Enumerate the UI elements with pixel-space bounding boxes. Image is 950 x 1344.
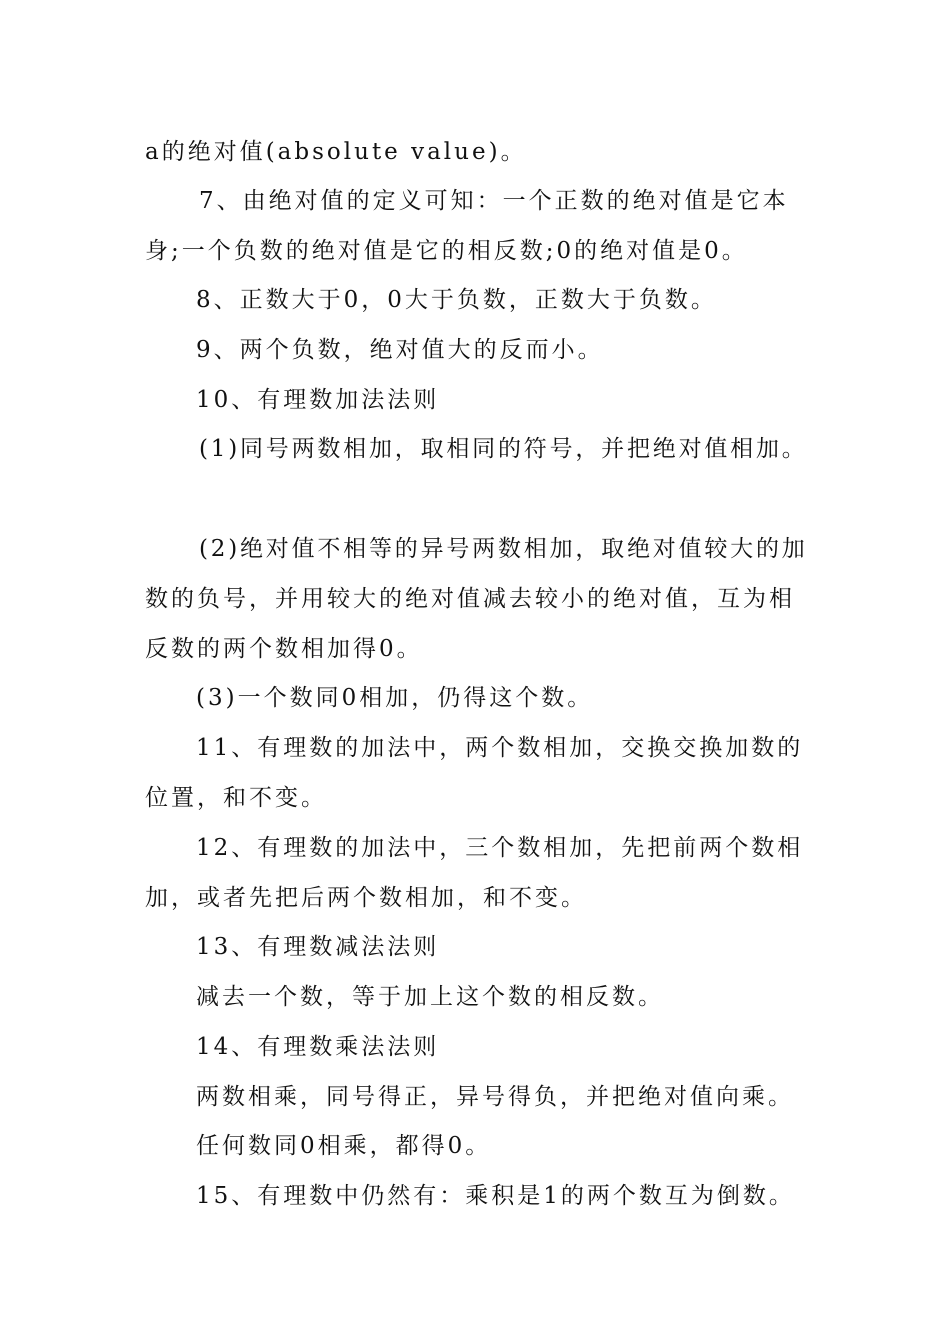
text-line: 11、有理数的加法中，两个数相加，交换交换加数的 [196,735,804,761]
text-line: 减去一个数，等于加上这个数的相反数。 [196,984,664,1010]
text-line: (1)同号两数相加，取相同的符号，并把绝对值相加。 [199,436,808,462]
text-line: 位置，和不变。 [145,785,327,811]
text-line: (3)一个数同0相加，仍得这个数。 [196,685,594,711]
text-line: 9、两个负数，绝对值大的反而小。 [196,337,604,363]
text-line: 两数相乘，同号得正，异号得负，并把绝对值向乘。 [196,1084,794,1110]
text-line: 8、正数大于0，0大于负数，正数大于负数。 [196,287,717,313]
text-line: 任何数同0相乘，都得0。 [196,1133,492,1159]
text-line: 13、有理数减法法则 [196,934,440,960]
text-line: (2)绝对值不相等的异号两数相加，取绝对值较大的加 [199,536,808,562]
text-line: 12、有理数的加法中，三个数相加，先把前两个数相 [196,835,804,861]
text-line: 加，或者先把后两个数相加，和不变。 [145,885,587,911]
text-line: 身;一个负数的绝对值是它的相反数;0的绝对值是0。 [145,238,748,264]
text-line: 10、有理数加法法则 [196,387,440,413]
text-line: 15、有理数中仍然有：乘积是1的两个数互为倒数。 [196,1183,795,1209]
text-line: 数的负号，并用较大的绝对值减去较小的绝对值，互为相 [145,586,795,612]
text-line: 反数的两个数相加得0。 [145,636,423,662]
text-line: 14、有理数乘法法则 [196,1034,440,1060]
text-line: a的绝对值(absolute value)。 [145,139,527,165]
text-line: 7、由绝对值的定义可知：一个正数的绝对值是它本 [199,188,789,214]
